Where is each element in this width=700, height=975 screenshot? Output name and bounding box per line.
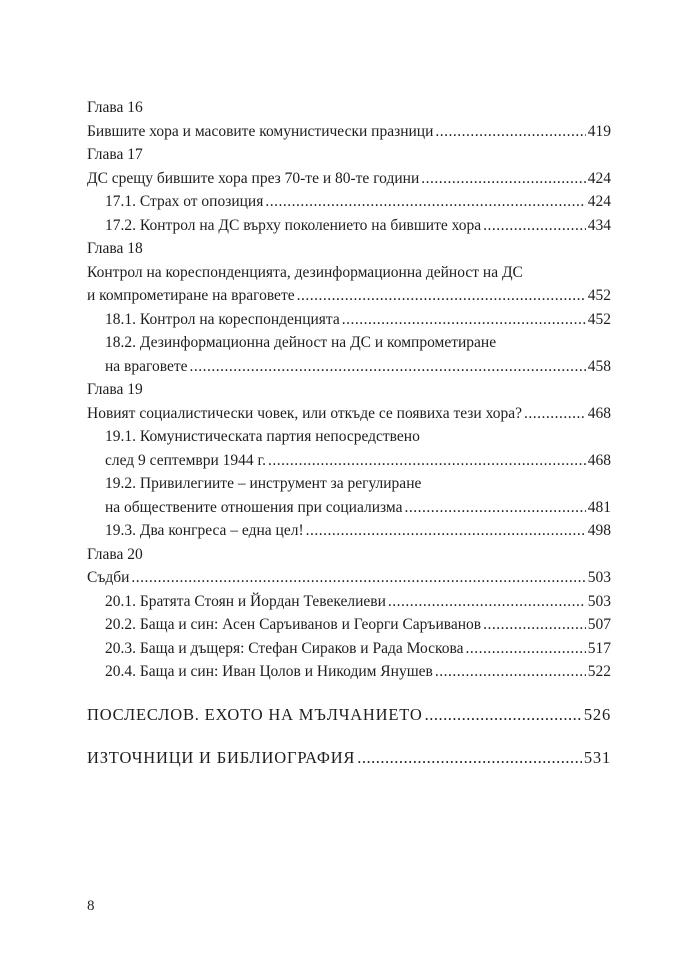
entry-page: 434 bbox=[587, 216, 611, 234]
dot-leader bbox=[357, 746, 582, 770]
entry-title: 19.2. Привилегиите – инструмент за регулиране bbox=[105, 475, 422, 492]
entry-title: 18.1. Контрол на кореспонденцията bbox=[105, 310, 340, 328]
entry-page: 468 bbox=[587, 404, 611, 422]
entry-title: 19.3. Два конгреса – една цел! bbox=[105, 522, 304, 539]
dot-leader bbox=[306, 519, 586, 543]
toc-entry-ch18-line1[interactable] bbox=[87, 261, 611, 285]
dot-leader bbox=[435, 120, 585, 144]
entry-title: на враговете bbox=[105, 357, 188, 375]
entry-title: 18.2. Дезинформационна дейност на ДС и компрометиране bbox=[105, 334, 497, 351]
toc-entry-ch19[interactable] bbox=[87, 402, 611, 426]
entry-page: 452 bbox=[587, 310, 611, 328]
toc-entry-17-1[interactable] bbox=[87, 190, 611, 214]
toc-entry-18-1[interactable] bbox=[87, 308, 611, 332]
entry-page: 424 bbox=[587, 169, 611, 187]
entry-page: 526 bbox=[583, 704, 611, 724]
toc-entry-19-2-line1[interactable] bbox=[87, 472, 611, 496]
entry-page: 507 bbox=[587, 616, 611, 633]
dot-leader bbox=[268, 449, 586, 473]
toc-entry-epilogue[interactable] bbox=[87, 703, 611, 727]
toc-entry-20-3[interactable] bbox=[87, 637, 611, 661]
entry-title: 20.4. Баща и син: Иван Цолов и Никодим Янушев bbox=[105, 663, 433, 680]
dot-leader bbox=[435, 660, 586, 684]
entry-page: 468 bbox=[587, 451, 611, 469]
dot-leader bbox=[483, 214, 586, 238]
dot-leader bbox=[425, 703, 582, 727]
entry-title: на обществените отношения при социализма bbox=[105, 498, 403, 516]
entry-page: 498 bbox=[587, 522, 611, 539]
toc-entry-18-2-line1[interactable] bbox=[87, 331, 611, 355]
entry-page: 522 bbox=[587, 663, 611, 680]
entry-page: 481 bbox=[587, 498, 611, 516]
toc-entry-sources[interactable] bbox=[87, 746, 611, 770]
entry-title: 17.1. Страх от опозиция bbox=[105, 193, 264, 210]
entry-title: ДС срещу бившите хора през 70-те и 80-те години bbox=[87, 169, 420, 187]
entry-title: Бившите хора и масовите комунистически празници bbox=[87, 122, 434, 140]
page-number: 8 bbox=[87, 898, 95, 914]
chapter-heading: Глава 16 bbox=[87, 99, 143, 116]
entry-title: 20.3. Баща и дъщеря: Стефан Сираков и Рада Москова bbox=[105, 639, 464, 657]
entry-title: 20.1. Братята Стоян и Йордан Тевекелиеви bbox=[105, 592, 386, 610]
entry-page: 503 bbox=[587, 569, 611, 586]
entry-title: и компрометиране на враговете bbox=[87, 287, 295, 304]
dot-leader bbox=[342, 308, 586, 332]
dot-leader bbox=[483, 613, 586, 637]
entry-title: Новият социалистически човек, или откъде се появиха тези хора? bbox=[87, 404, 522, 422]
entry-title: ИЗТОЧНИЦИ И БИБЛИОГРАФИЯ bbox=[87, 747, 356, 767]
entry-page: 452 bbox=[587, 287, 611, 304]
dot-leader bbox=[297, 284, 586, 308]
chapter-heading: Глава 20 bbox=[87, 545, 143, 563]
toc-entry-20-4[interactable] bbox=[87, 660, 611, 684]
toc-entry-ch18-line2[interactable] bbox=[87, 284, 611, 308]
entry-page: 503 bbox=[587, 592, 611, 610]
chapter-17-heading bbox=[87, 143, 611, 167]
toc-entry-20-1[interactable] bbox=[87, 590, 611, 614]
entry-title: 20.2. Баща и син: Асен Саръиванов и Георги Саръиванов bbox=[105, 616, 482, 633]
toc-entry-19-3[interactable] bbox=[87, 519, 611, 543]
dot-leader bbox=[388, 590, 586, 614]
toc-entry-19-2-line2[interactable] bbox=[87, 496, 611, 520]
table-of-contents bbox=[87, 96, 611, 770]
chapter-16-heading bbox=[87, 96, 611, 120]
entry-page: 517 bbox=[587, 639, 611, 657]
dot-leader bbox=[189, 355, 585, 379]
dot-leader bbox=[265, 190, 585, 214]
entry-page: 424 bbox=[587, 193, 611, 210]
toc-entry-19-1-line2[interactable] bbox=[87, 449, 611, 473]
entry-page: 458 bbox=[587, 357, 611, 375]
toc-entry-19-1-line1[interactable] bbox=[87, 425, 611, 449]
chapter-heading: Глава 17 bbox=[87, 146, 143, 163]
entry-title: Съдби bbox=[87, 569, 130, 586]
dot-leader bbox=[466, 637, 586, 661]
entry-title: ПОСЛЕСЛОВ. ЕХОТО НА МЪЛЧАНИЕТО bbox=[87, 704, 423, 724]
entry-page: 531 bbox=[583, 747, 611, 767]
entry-page: 419 bbox=[587, 122, 611, 140]
dot-leader bbox=[131, 566, 585, 590]
entry-title: след 9 септември 1944 г. bbox=[105, 451, 266, 469]
toc-entry-17-2[interactable] bbox=[87, 214, 611, 238]
chapter-heading: Глава 18 bbox=[87, 240, 143, 257]
chapter-20-heading bbox=[87, 543, 611, 567]
dot-leader bbox=[421, 167, 586, 191]
spacer bbox=[87, 684, 611, 703]
dot-leader bbox=[524, 402, 586, 426]
chapter-19-heading bbox=[87, 378, 611, 402]
entry-title: 17.2. Контрол на ДС върху поколението на бившите хора bbox=[105, 216, 482, 234]
toc-entry-18-2-line2[interactable] bbox=[87, 355, 611, 379]
toc-entry-ch17[interactable] bbox=[87, 167, 611, 191]
entry-title: Контрол на кореспонденцията, дезинформационна дейност на ДС bbox=[87, 263, 523, 281]
chapter-heading: Глава 19 bbox=[87, 381, 143, 398]
chapter-18-heading bbox=[87, 237, 611, 261]
dot-leader bbox=[405, 496, 586, 520]
toc-entry-20-2[interactable] bbox=[87, 613, 611, 637]
spacer bbox=[87, 727, 611, 746]
toc-entry-ch16[interactable] bbox=[87, 120, 611, 144]
toc-entry-ch20[interactable] bbox=[87, 566, 611, 590]
entry-title: 19.1. Комунистическата партия непосредствено bbox=[105, 428, 420, 445]
